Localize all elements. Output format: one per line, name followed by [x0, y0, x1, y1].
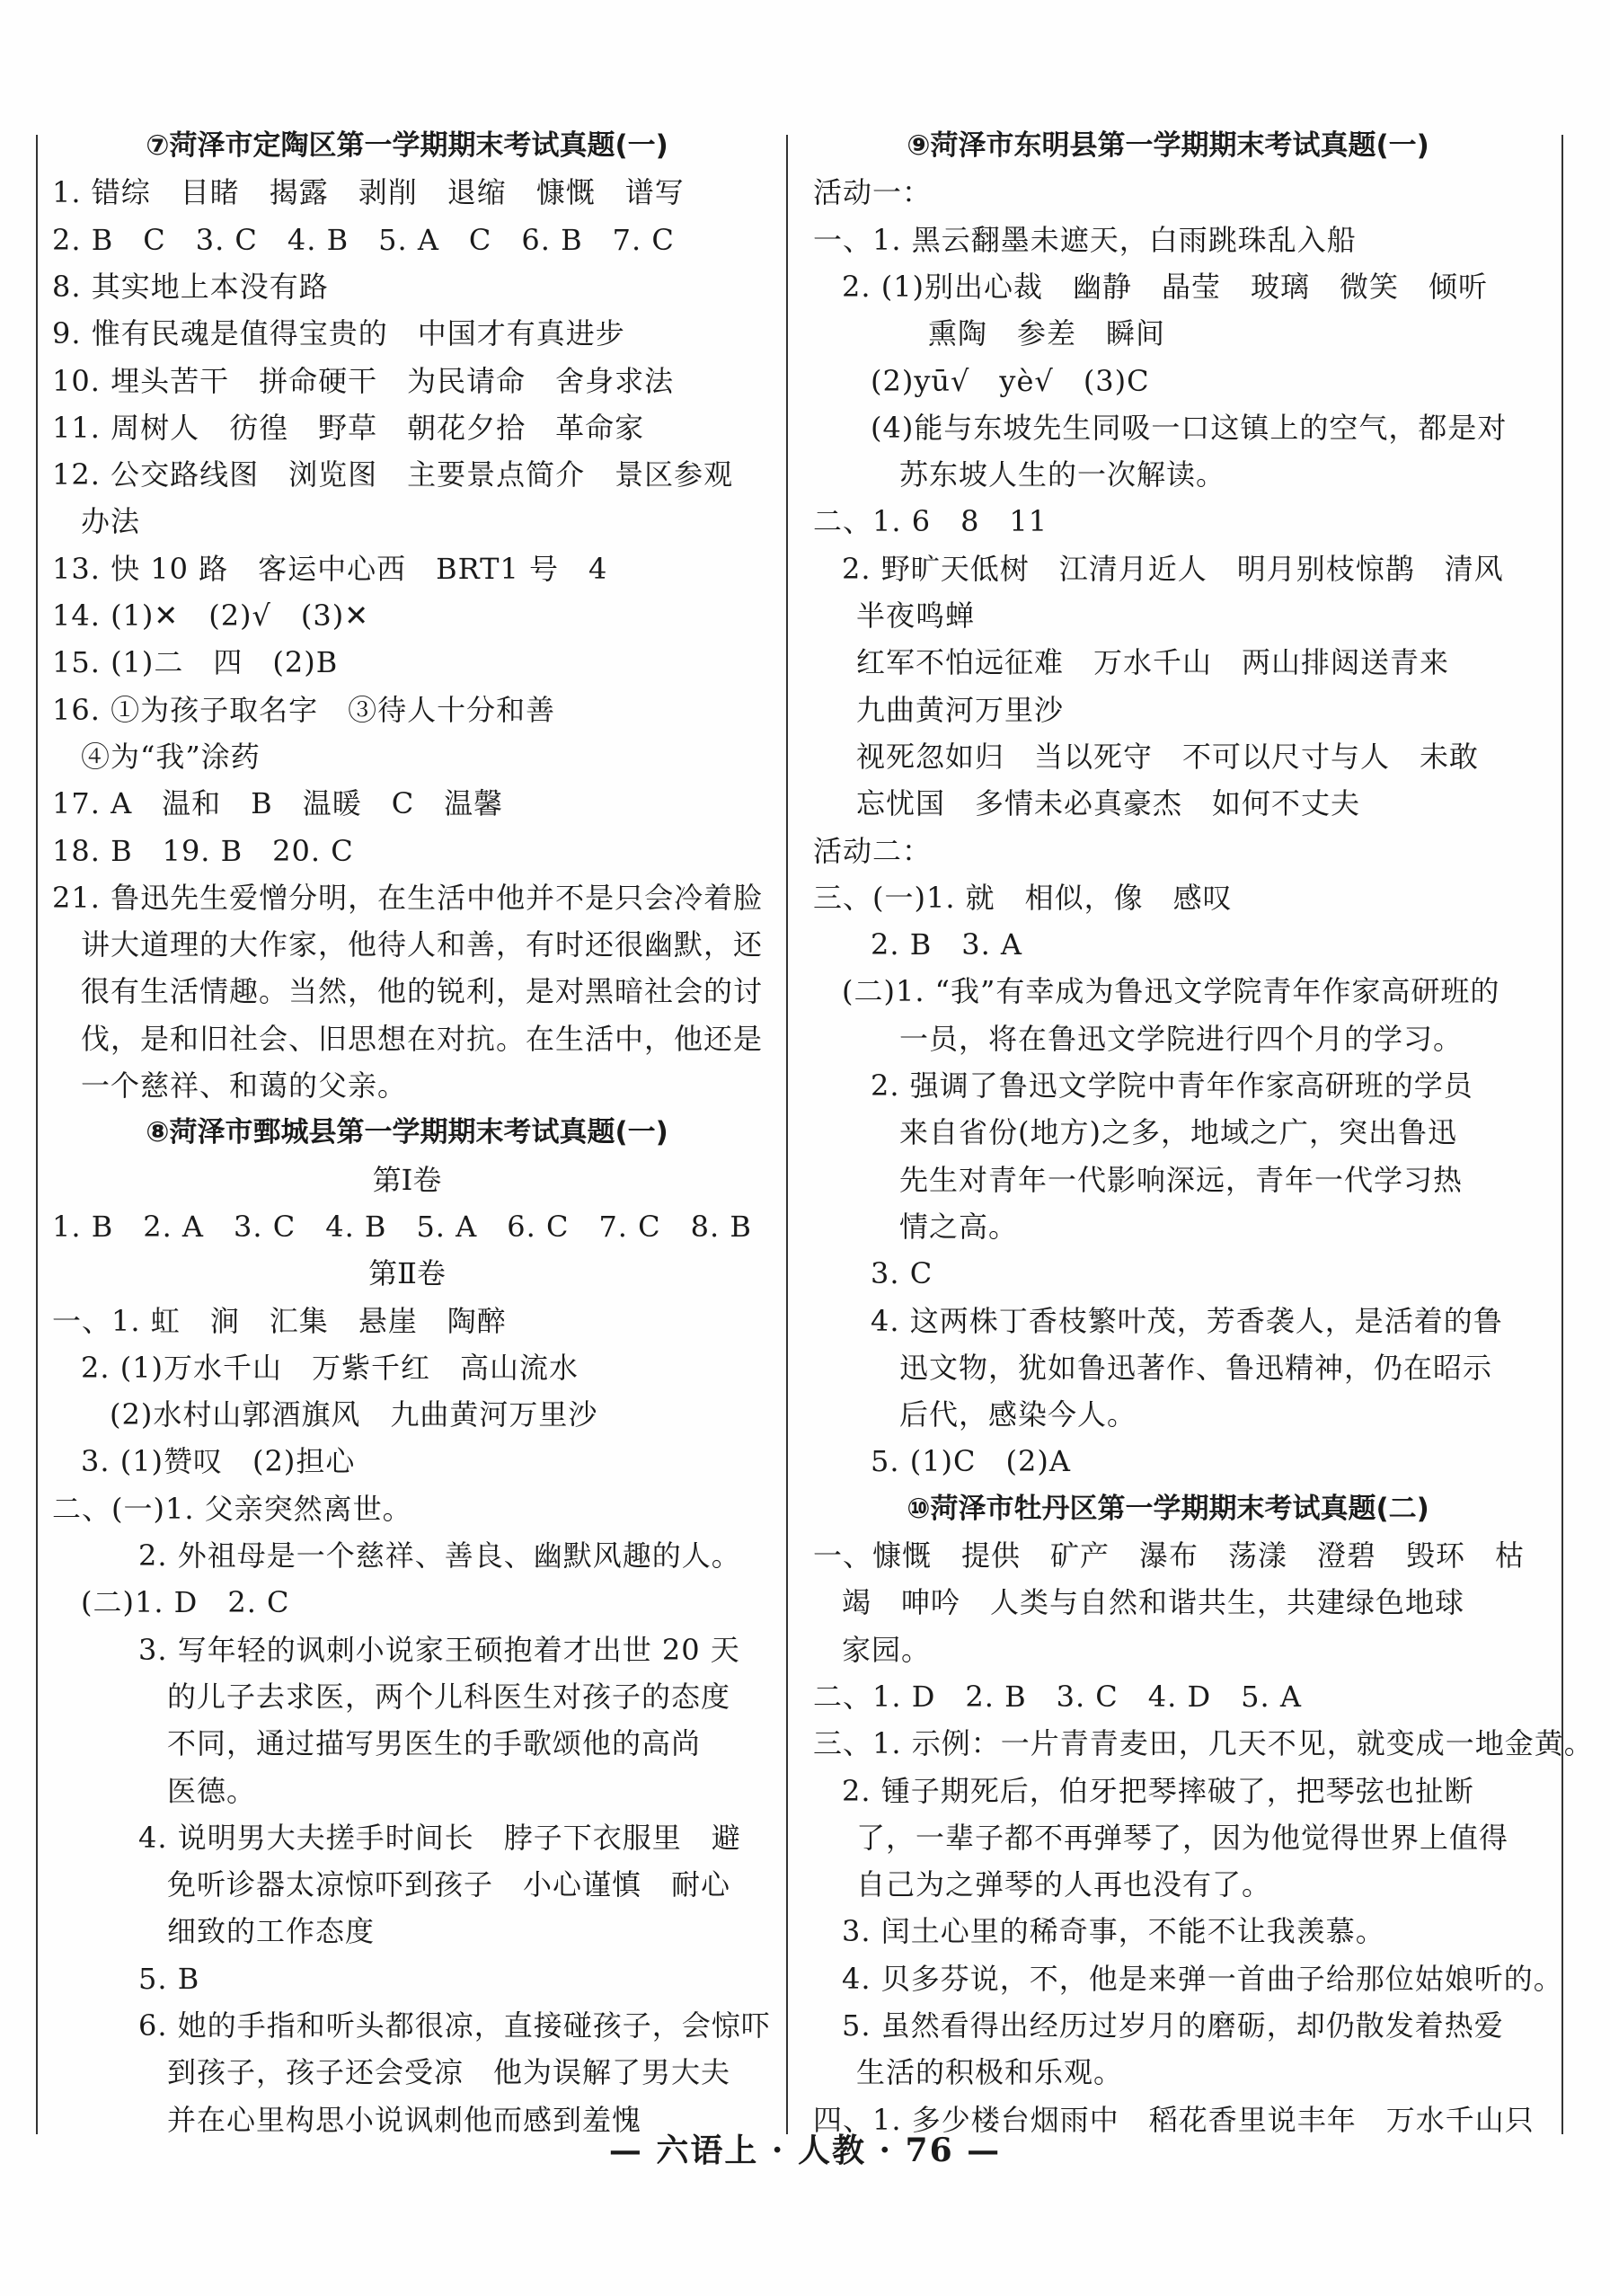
- answer-line: 办法: [81, 504, 141, 539]
- answer-line: 4. 说明男大夫搓手时间长 脖子下衣服里 避: [138, 1820, 741, 1855]
- answer-line: 10. 埋头苦干 拼命硬干 为民请命 舍身求法: [52, 363, 675, 398]
- answer-line: 自己为之弹琴的人再也没有了。: [856, 1867, 1272, 1902]
- answer-line: 二、(一)1. 父亲突然离世。: [52, 1491, 412, 1526]
- answer-line: 8. 其实地上本没有路: [52, 269, 329, 304]
- answer-line: 2. B 3. A: [871, 927, 1023, 962]
- answer-line: 17. A 温和 B 温暖 C 温馨: [52, 786, 504, 821]
- answer-line: 家园。: [842, 1632, 932, 1667]
- answer-line: 5. 虽然看得出经历过岁月的磨砺，却仍散发着热爱: [842, 2008, 1504, 2043]
- answer-line: 4. 贝多芬说，不，他是来弹一首曲子给那位姑娘听的。: [842, 1961, 1563, 1996]
- answer-line: 3. C: [871, 1256, 933, 1291]
- answer-line: 三、(一)1. 就 相似，像 感叹: [813, 880, 1233, 915]
- answer-line: (2)yū√ yè√ (3)C: [871, 363, 1150, 398]
- column-divider: [786, 135, 788, 2134]
- answer-line: 忘忧国 多情未必真豪杰 如何不丈夫: [856, 786, 1361, 821]
- answer-line: 竭 呻吟 人类与自然和谐共生，共建绿色地球: [842, 1585, 1465, 1620]
- answer-line: 14. (1)✕ (2)√ (3)✕: [52, 598, 370, 633]
- answer-line: 3. (1)赞叹 (2)担心: [81, 1444, 356, 1479]
- answer-line: 红军不怕远征难 万水千山 两山排闼送青来: [856, 645, 1450, 680]
- answer-line: 活动二：: [813, 833, 933, 868]
- answer-line: 九曲黄河万里沙: [856, 692, 1065, 727]
- answer-line: 医德。: [167, 1773, 257, 1808]
- answer-line: 后代，感染今人。: [899, 1397, 1137, 1432]
- answer-line: 2. 外祖母是一个慈祥、善良、幽默风趣的人。: [138, 1538, 741, 1573]
- answer-line: 很有生活情趣。当然，他的锐利，是对黑暗社会的讨: [81, 974, 764, 1009]
- left-margin-rule: [36, 135, 38, 2134]
- answer-line: 了，一辈子都不再弹琴了，因为他觉得世界上值得: [856, 1820, 1509, 1855]
- answer-line: 4. 这两株丁香枝繁叶茂，芳香袭人，是活着的鲁: [871, 1303, 1503, 1338]
- answer-line: 21. 鲁迅先生爱憎分明，在生活中他并不是只会冷着脸: [52, 880, 764, 915]
- answer-line: 四、1. 多少楼台烟雨中 稻花香里说丰年 万水千山只: [813, 2102, 1535, 2137]
- answer-line: 11. 周树人 彷徨 野草 朝花夕拾 革命家: [52, 410, 645, 445]
- answer-line: 细致的工作态度: [167, 1914, 376, 1949]
- answer-line: (4)能与东坡先生同吸一口这镇上的空气，都是对: [871, 410, 1508, 445]
- answer-line: 1. B 2. A 3. C 4. B 5. A 6. C 7. C 8. B: [52, 1209, 752, 1244]
- answer-line: 2. (1)万水千山 万紫千红 高山流水: [81, 1350, 579, 1385]
- answer-line: 一、慷慨 提供 矿产 瀑布 荡漾 澄碧 毁环 枯: [813, 1538, 1526, 1573]
- answer-line: 活动一：: [813, 175, 933, 210]
- answer-line: 先生对青年一代影响深远，青年一代学习热: [899, 1162, 1464, 1197]
- answer-line: 3. 闰土心里的稀奇事，不能不让我羡慕。: [842, 1914, 1385, 1949]
- answer-line: 到孩子，孩子还会受凉 他为误解了男大夫: [167, 2055, 731, 2090]
- section-title: ⑨菏泽市东明县第一学期期末考试真题(一): [907, 129, 1429, 162]
- answer-line: 1. 错综 目睹 揭露 剥削 退缩 慷慨 谱写: [52, 175, 685, 210]
- answer-line: 9. 惟有民魂是值得宝贵的 中国才有真进步: [52, 316, 625, 351]
- answer-line: 12. 公交路线图 浏览图 主要景点简介 景区参观: [52, 457, 734, 492]
- page-footer: — 六语上 · 人教 · 76 —: [608, 2132, 1002, 2169]
- answer-line: 视死忽如归 当以死守 不可以尺寸与人 未敢: [856, 739, 1480, 774]
- answer-line: 16. ①为孩子取名字 ③待人十分和善: [52, 692, 556, 727]
- section-title: ⑩菏泽市牡丹区第一学期期末考试真题(二): [907, 1492, 1429, 1525]
- answer-line: 二、1. D 2. B 3. C 4. D 5. A: [813, 1679, 1302, 1714]
- answer-line: 18. B 19. B 20. C: [52, 833, 354, 868]
- answer-line: 苏东坡人生的一次解读。: [899, 457, 1226, 492]
- answer-line: 的儿子去求医，两个儿科医生对孩子的态度: [167, 1679, 731, 1714]
- answer-line: (2)水村山郭酒旗风 九曲黄河万里沙: [110, 1397, 598, 1432]
- right-margin-rule: [1561, 135, 1563, 2134]
- answer-line: 15. (1)二 四 (2)B: [52, 645, 339, 680]
- answer-line: 5. B: [138, 1961, 200, 1996]
- answer-line: 5. (1)C (2)A: [871, 1444, 1071, 1479]
- answer-line: 生活的积极和乐观。: [856, 2055, 1124, 2090]
- answer-line: 二、1. 6 8 11: [813, 504, 1048, 539]
- answer-line: 2. B C 3. C 4. B 5. A C 6. B 7. C: [52, 222, 675, 257]
- answer-line: 6. 她的手指和听头都很凉，直接碰孩子，会惊吓: [138, 2008, 771, 2043]
- answer-line: 3. 写年轻的讽刺小说家王硕抱着才出世 20 天: [138, 1632, 740, 1667]
- answer-line: ④为“我”涂药: [81, 739, 261, 774]
- answer-line: 并在心里构思小说讽刺他而感到羞愧: [167, 2102, 642, 2137]
- answer-line: (二)1. D 2. C: [81, 1585, 290, 1620]
- answer-line: 一、1. 虹 涧 汇集 悬崖 陶醉: [52, 1303, 507, 1338]
- answer-line: 三、1. 示例：一片青青麦田，几天不见，就变成一地金黄。: [813, 1726, 1594, 1761]
- answer-line: 伐，是和旧社会、旧思想在对抗。在生活中，他还是: [81, 1021, 764, 1056]
- section-title: ⑧菏泽市鄄城县第一学期期末考试真题(一): [146, 1116, 668, 1149]
- answer-line: 不同，通过描写男医生的手歌颂他的高尚: [167, 1726, 702, 1761]
- answer-line: 一个慈祥、和蔼的父亲。: [81, 1068, 408, 1103]
- answer-line: 迅文物，犹如鲁迅著作、鲁迅精神，仍在昭示: [899, 1350, 1493, 1385]
- answer-line: 2. 野旷天低树 江清月近人 明月别枝惊鹊 清风: [842, 551, 1504, 586]
- answer-line: 一员，将在鲁迅文学院进行四个月的学习。: [899, 1021, 1464, 1056]
- answer-line: 熏陶 参差 瞬间: [928, 316, 1166, 351]
- section-title: ⑦菏泽市定陶区第一学期期末考试真题(一): [146, 129, 668, 162]
- answer-line: 讲大道理的大作家，他待人和善，有时还很幽默，还: [81, 927, 764, 962]
- subsection-title: 第Ⅰ卷: [372, 1162, 442, 1197]
- answer-line: 2. 锺子期死后，伯牙把琴摔破了，把琴弦也扯断: [842, 1773, 1474, 1808]
- answer-line: 13. 快 10 路 客运中心西 BRT1 号 4: [52, 551, 608, 586]
- answer-line: 2. 强调了鲁迅文学院中青年作家高研班的学员: [871, 1068, 1473, 1103]
- answer-line: 来自省份(地方)之多，地域之广，突出鲁迅: [899, 1115, 1457, 1150]
- answer-line: (二)1. “我”有幸成为鲁迅文学院青年作家高研班的: [842, 974, 1500, 1009]
- answer-line: 半夜鸣蝉: [856, 598, 976, 633]
- answer-line: 2. (1)别出心裁 幽静 晶莹 玻璃 微笑 倾听: [842, 269, 1489, 304]
- answer-line: 免听诊器太凉惊吓到孩子 小心谨慎 耐心: [167, 1867, 731, 1902]
- answer-line: 一、1. 黑云翻墨未遮天，白雨跳珠乱入船: [813, 222, 1357, 257]
- answer-line: 情之高。: [899, 1209, 1019, 1244]
- subsection-title: 第Ⅱ卷: [368, 1256, 446, 1291]
